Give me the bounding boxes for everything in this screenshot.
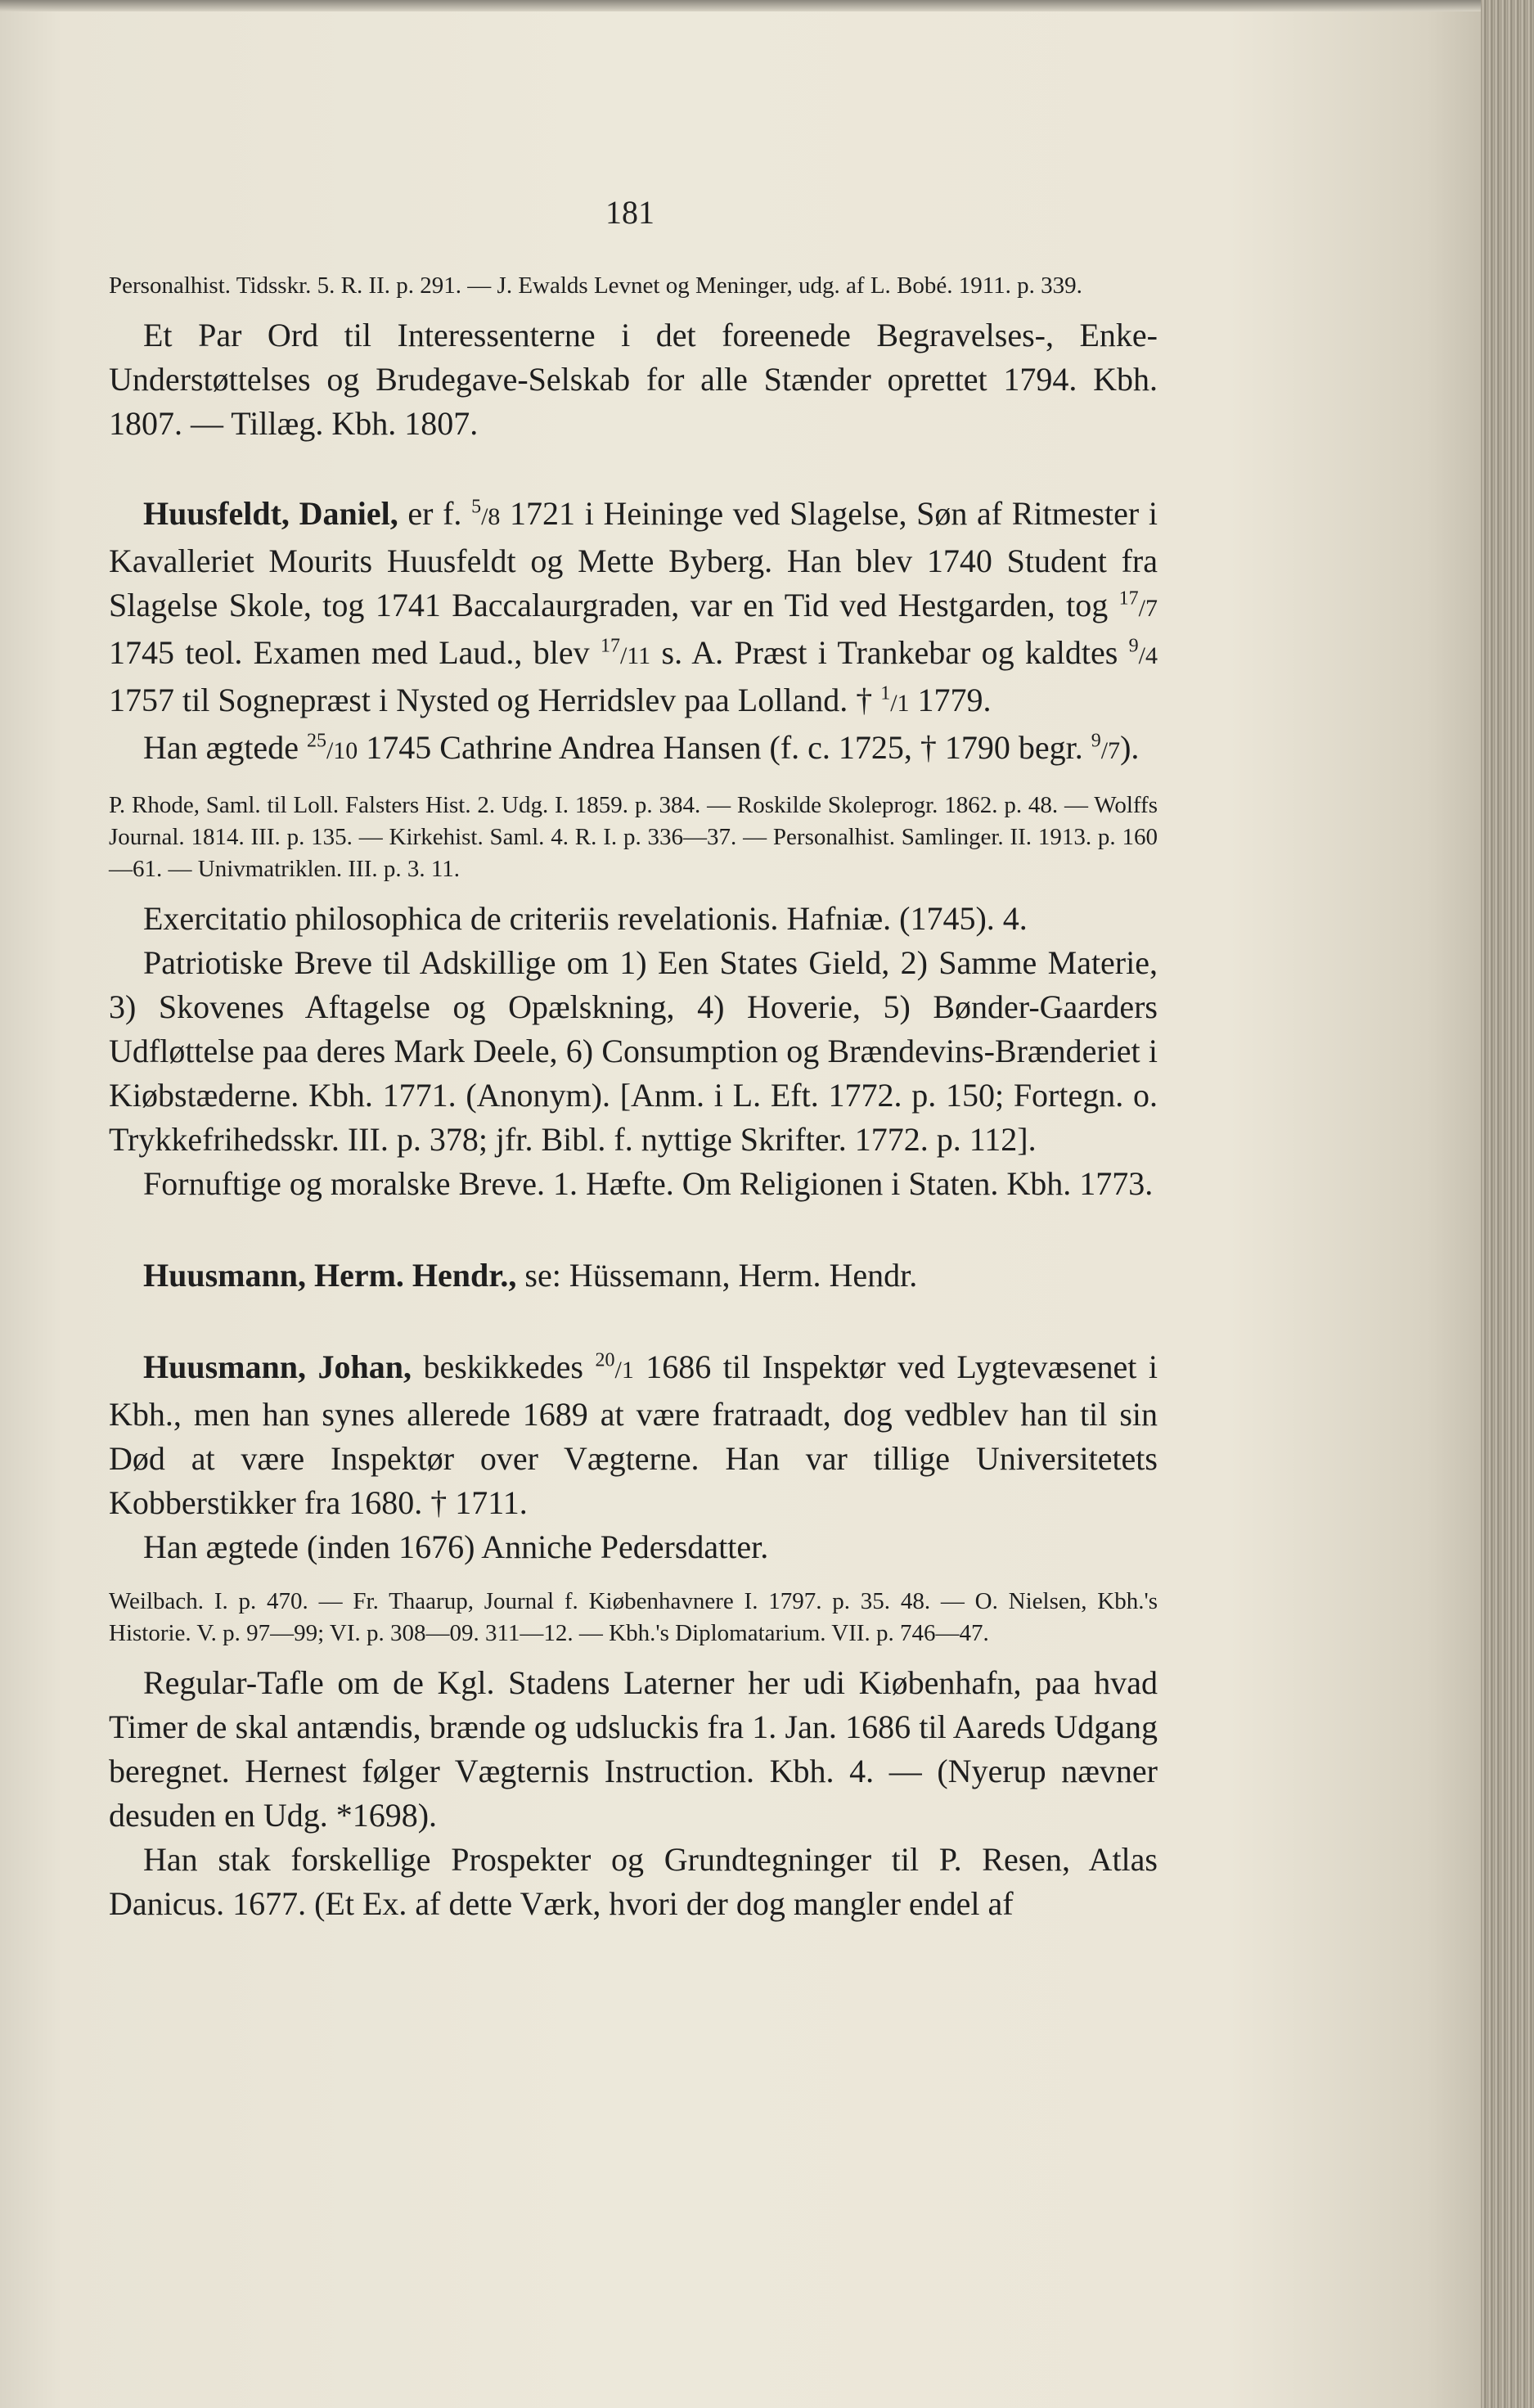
- reference-note: Weilbach. I. p. 470. — Fr. Thaarup, Journal f. Kiøbenhavnere I. 1797. p. 35. 48. — O. Nielsen, Kbh.'s Historie. V. p. 97—99; VI. p. 308—09. 311—12. — Kbh.'s Diplomatarium. VII. p. 746—47.: [109, 1588, 1158, 1646]
- bibliography-entry: Et Par Ord til Interessenterne i det foreenede Begravelses-, Enke-Understøttelses og Brudegave-Selskab for alle Stænder oprettet 1794. Kbh. 1807. — Tillæg. Kbh. 1807.: [109, 317, 1158, 442]
- cross-reference-entry: Huusmann, Herm. Hendr., se: Hüssemann, Herm. Hendr.: [143, 1257, 918, 1294]
- reference-note: P. Rhode, Saml. til Loll. Falsters Hist. 2. Udg. I. 1859. p. 384. — Roskilde Skoleprogr. 1862. p. 48. — Wolffs Journal. 1814. III. p. 135. — Kirkehist. Saml. 4. R. I. p. 336—37. — Personalhist. Samlinger. II. 1913. p. 160—61. — Univmatriklen. III. p. 3. 11.: [109, 792, 1158, 882]
- marriage-note: Han ægtede (inden 1676) Anniche Pedersdatter.: [143, 1528, 769, 1565]
- page-top-edge: [0, 0, 1534, 11]
- bibliography-entry: Exercitatio philosophica de criteriis revelationis. Hafniæ. (1745). 4.: [143, 900, 1028, 937]
- book-spine-edge: [1481, 0, 1534, 2408]
- bibliography-entry: Fornuftige og moralske Breve. 1. Hæfte. Om Religionen i Staten. Kbh. 1773.: [143, 1165, 1154, 1202]
- marriage-note: Han ægtede $^{25}$/10 1745 Cathrine Andrea Hansen (f. c. 1725, † 1790 begr. $^9$/7).: [143, 729, 1140, 766]
- reference-note: Personalhist. Tidsskr. 5. R. II. p. 291. — J. Ewalds Levnet og Meninger, udg. af L. Bobé. 1911. p. 339.: [109, 272, 1082, 299]
- entry-headword: Huusmann, Herm. Hendr.,: [143, 1257, 517, 1294]
- biography-entry-huusmann: Huusmann, Johan, beskikkedes $^{20}$/1 1686 til Inspektør ved Lygtevæsenet i Kbh., men han synes allerede 1689 at være fratraadt, dog vedblev han til sin Død at være Inspektør over Vægterne. Han var tillige Universitetets Kobberstikker fra 1680. † 1711.: [109, 1348, 1158, 1521]
- biography-entry-huusfeldt: Huusfeldt, Daniel, er f. $^5$/8 1721 i Heininge ved Slagelse, Søn af Ritmester i Kavalleriet Mourits Huusfeldt og Mette Byberg. Han blev 1740 Student fra Slagelse Skole, tog 1741 Baccalaurgraden, var en Tid ved Hestgarden, tog $^{17}$/7 1745 teol. Examen med Laud., blev $^{17}$/11 s. A. Præst i Trankebar og kaldtes $^9$/4 1757 til Sognepræst i Nysted og Herridslev paa Lolland. † $^1$/1 1779.: [109, 495, 1158, 718]
- bibliography-entry: Regular-Tafle om de Kgl. Stadens Laterner her udi Kiøbenhafn, paa hvad Timer de skal antændis, brænde og udsluckis fra 1. Jan. 1686 til Aareds Udgang beregnet. Hernest følger Vægternis Instruction. Kbh. 4. — (Nyerup nævner desuden en Udg. *1698).: [109, 1664, 1158, 1834]
- page-number: 181: [605, 194, 655, 231]
- entry-headword: Huusmann, Johan,: [143, 1348, 412, 1385]
- bibliography-entry: Patriotiske Breve til Adskillige om 1) Een States Gield, 2) Samme Materie, 3) Skovenes Aftagelse og Opælskning, 4) Hoverie, 5) Bønder-Gaarders Udfløttelse paa deres Mark Deele, 6) Consumption og Brændevins-Brænderiet i Kiøbstæderne. Kbh. 1771. (Anonym). [Anm. i L. Eft. 1772. p. 150; Fortegn. o. Trykkefrihedsskr. III. p. 378; jfr. Bibl. f. nyttige Skrifter. 1772. p. 112].: [109, 944, 1158, 1158]
- text-column: [109, 270, 1158, 1926]
- entry-headword: Huusfeldt, Daniel,: [143, 495, 398, 532]
- bibliography-entry: Han stak forskellige Prospekter og Grundtegninger til P. Resen, Atlas Danicus. 1677. (Et Ex. af dette Værk, hvori der dog mangler endel af: [109, 1841, 1158, 1922]
